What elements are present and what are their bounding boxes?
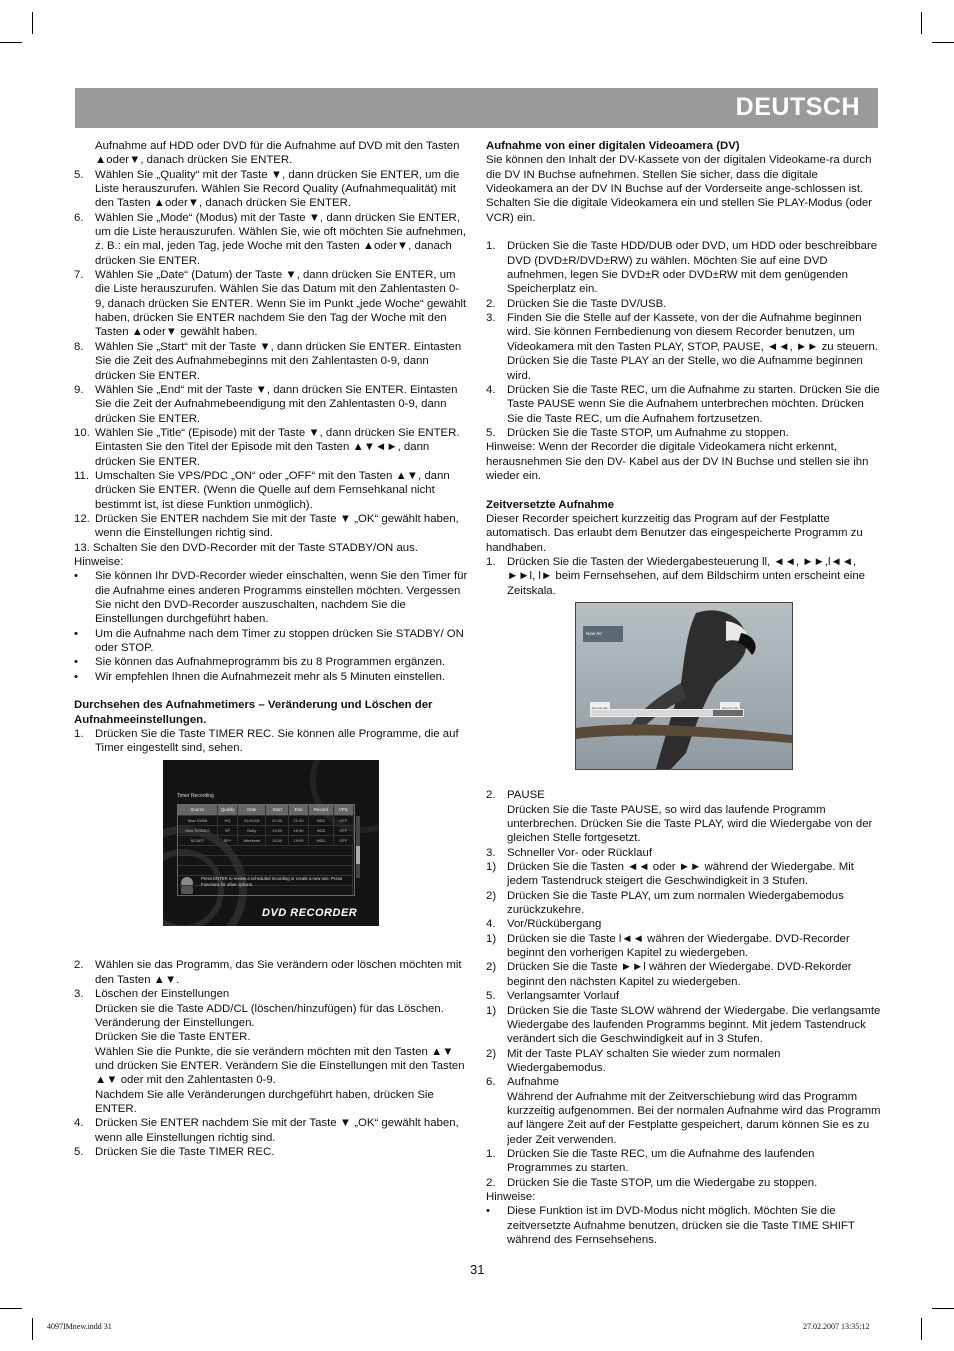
list-item: 1. Drücken Sie die Taste REC, um die Aufnahme des laufenden Programmes zu starten.	[486, 1147, 815, 1175]
list-item: 5. Verlangsamter Vorlauf	[486, 990, 620, 1003]
crop-mark	[932, 42, 954, 43]
section-title-dv: Aufnahme von einer digitalen Videoamera (DV)	[486, 140, 740, 152]
list-item: 6. Wählen Sie „Mode“ (Modus) mit der Taste ▼, dann drücken Sie ENTER, um die Liste herauszurufen. Wählen Sie, wie oft möchten Sie aufnehmen, z. B.: ein mal, jeden Tag, jede Woche mit den Tasten ▲oder▼, danach drücken Sie ENTER.	[74, 211, 467, 267]
list-item: 1) Drücken Sie die Taste SLOW während der Wiedergabe. Die verlangsamte Wiedergabe des laufenden Programms beginnt. Mit jedem Tastendruck verändert sich die Geschwindigkeit auf in 3 Stufen.	[486, 1004, 881, 1046]
note-item: • Diese Funktion ist im DVD-Modus nicht möglich. Möchten Sie die zeitversetzte Aufnahme benutzen, drücken sie die Taste TIME SHIFT während des Fernsehsehens.	[486, 1205, 855, 1246]
timer-recording-screenshot	[163, 760, 379, 926]
left-column	[74, 139, 468, 1159]
section-title-timer-review: Durchsehen des Aufnahmetimers – Veränderung und Löschen der Aufnahmeeinstellungen.	[74, 699, 433, 726]
timeshift-intro: Dieser Recorder speichert kurzzeitig das Program auf der Festplatte automatisch. Das erlaubt dem Benutzer das eingespeicherte Programm zu handhaben.	[486, 512, 863, 554]
dv-intro: Sie können den Inhalt der DV-Kassete von der digitalen Videokame-ra durch die DV IN Buchse aufnehmen. Stellen Sie sicher, dass die digitale Videokamera an der DV IN Buchse auf der Vorderseite ange-schlossen ist. Schalten Sie die digitale Videokamera ein und stellen Sie PLAY-Modus (oder VCR) ein.	[486, 154, 873, 224]
sub-text: Nachdem Sie alle Veränderungen durchgeführt haben, drücken Sie ENTER.	[95, 1088, 434, 1115]
list-item: 2. PAUSE	[486, 789, 545, 802]
list-item: 2. Drücken Sie die Taste STOP, um die Wiedergabe zu stoppen.	[486, 1176, 818, 1189]
timeshift-screenshot	[575, 602, 793, 770]
section-title-timeshift: Zeitversetzte Aufnahme	[486, 498, 615, 511]
list-item: 4. Drücken Sie die Taste REC, um die Aufnahme zu starten. Drücken Sie die Taste PAUSE wenn Sie die Aufnahem unterbrechen möchten. Drücken Sie die Taste REC, um die Aufnahem fortzusetzen.	[486, 383, 880, 425]
list-item: 4. Vor/Rückübergang	[486, 918, 602, 931]
list-item: 6. Aufnahme	[486, 1076, 559, 1089]
timer-screen-message: Press ENTER to review a scheduled recording or create a new one. Press Functions for other options.	[201, 875, 343, 887]
header-title: DEUTSCH	[735, 93, 860, 121]
list-item: 2) Drücken Sie die Taste PLAY, um zum normalen Wiedergabemodus zurückzukehre.	[486, 889, 844, 917]
right-column	[486, 139, 882, 1247]
list-item: 1. Drücken Sie die Taste TIMER REC. Sie können alle Programme, die auf Timer eingestellt sind, sehen.	[74, 728, 459, 755]
timeshift-progress-bar	[590, 709, 744, 717]
list-item: 2) Mit der Taste PLAY schalten Sie wieder zum normalen Wiedergabemodus.	[486, 1047, 781, 1074]
final-notes-label: Hinweise:	[486, 1190, 536, 1203]
progress-fill	[591, 710, 713, 716]
steps-list	[74, 168, 468, 541]
sub-text: Wählen Sie die Punkte, die sie verändern möchten mit den Tasten ▲▼ und drücken Sie ENTER. Verändern Sie die Einstellungen mit den Tasten ▲▼ oder mit den Zahlentasten 0-9.	[95, 1045, 465, 1087]
list-item: 2. Drücken Sie die Taste DV/USB.	[486, 297, 667, 310]
list-item: 12. Drücken Sie ENTER nachdem Sie mit der Taste ▼ „OK“ gewählt haben, wenn die Einstellungen richtig sind.	[74, 512, 459, 540]
footer-date: 27.02.2007 13:35:12	[803, 1322, 870, 1331]
list-item: 1. Drücken Sie die Taste HDD/DUB oder DVD, um HDD oder beschreibbare DVD (DVD±R/DVD±RW) zu wählen. Möchten Sie auf eine DVD aufnehmen, legen Sie DVD±R oder DVD±RW mit dem genügenden Speicherplatz ein.	[486, 240, 878, 296]
list-item: 2. Wählen sie das Programm, das Sie verändern oder löschen möchten mit den Tasten ▲▼.	[74, 959, 462, 986]
table-header-row: Source Quality Date Start End Record VPS	[178, 805, 354, 815]
notes-label: Hinweise:	[74, 555, 124, 568]
list-item: 9. Wählen Sie „End“ mit der Taste ▼, dann drücken Sie ENTER. Eintasten Sie die Zeit der Aufnahmebeendigung mit den Zahlentasten 0-9, dann drücken Sie ENTER.	[74, 383, 458, 425]
dvd-recorder-logo: DVD RECORDER	[262, 906, 358, 919]
note-item: • Wir empfehlen Ihnen die Aufnahmezeit mehr als 5 Minuten einstellen.	[74, 670, 446, 683]
note-item: • Sie können das Aufnahmeprogramm bis zu 8 Programmen ergänzen.	[74, 656, 446, 669]
crop-mark	[932, 1308, 954, 1309]
crop-mark	[921, 12, 922, 34]
list-item: 1) Drücken sie die Taste l◄◄ währen der Wiedergabe. DVD-Recorder beginnt den vorherigen Kapitel zu wiedergeben.	[486, 932, 850, 960]
table-row-empty	[178, 845, 354, 855]
list-item: 7. Wählen Sie „Date“ (Datum) der Taste ▼, dann drücken Sie ENTER, um die Liste herauszurufen. Wählen Sie das Datum mit den Zahlentasten 0-9, danach drücken Sie ENTER. Wenn Sie im Punkt „jede Woche“ gewählt haben, drücken Sie ENTER nachdem Sie den Tag der Woche mit den Tasten ▲oder▼ gewählt haben.	[74, 269, 467, 339]
note-item: • Sie können Ihr DVD-Recorder wieder einschalten, wenn Sie den Timer für die Aufnahme eines anderen Programms einstellen möchten. Vergessen Sie nicht den DVD-Recorder auszuschalten, nachdem Sie die Einstellungen durchgeführt haben.	[74, 570, 468, 626]
list-item: 11. Umschalten Sie VPS/PDC „ON“ oder „OFF“ mit den Tasten ▲▼, dann drücken Sie ENTER. (Wenn die Quelle auf dem Fernsehkanal nicht bestimmt ist, ist diese Funktion unmöglich).	[74, 469, 450, 511]
timer-screen-title: Timer Recording	[177, 792, 214, 799]
table-row: SCART SP+ Weekend 18:00 19:00 HDD OFF	[178, 835, 354, 845]
list-item: 5. Drücken Sie die Taste TIMER REC.	[74, 1145, 275, 1158]
intro-text: Aufnahme auf HDD oder DVD für die Aufnahme auf DVD mit den Tasten ▲oder▼, danach drücken Sie ENTER.	[95, 140, 460, 167]
step-13: 13. Schalten Sie den DVD-Recorder mit der Taste STADBY/ON aus.	[74, 541, 418, 554]
crop-mark	[921, 1318, 922, 1340]
crop-mark	[32, 12, 33, 34]
table-row: Now SVIDEO SP Daily 19:00 19:30 HDD OFF	[178, 825, 354, 835]
note-item: • Um die Aufnahme nach dem Timer zu stoppen drücken Sie STADBY/ ON oder STOP.	[74, 627, 464, 655]
page-number: 31	[470, 1262, 485, 1277]
table-row-empty	[178, 865, 354, 875]
language-header-bar	[75, 88, 878, 128]
list-item: 1. Drücken Sie die Tasten der Wiedergabesteuerung ll, ◄◄, ►►,l◄◄, ►►l, l► beim Fernsehsehen, auf dem Bildschirm unten erscheint eine Zeitskala.	[486, 555, 865, 597]
crop-mark	[0, 1308, 22, 1309]
sub-text: Drücken Sie die Taste ENTER.	[95, 1031, 251, 1044]
list-item: Während der Aufnahme mit der Zeitverschiebung wird das Programm kurzzeitig aufgenommen. Bei der normalen Aufnahme wird das Programm auf längere Zeit auf der Festplatte gespeichert, darum können Sie es zu jeder Zeit verwenden.	[507, 1090, 881, 1146]
list-item: 8. Wählen Sie „Start“ mit der Taste ▼, dann drücken Sie ENTER. Eintasten Sie die Zeit des Aufnahmebeginns mit den Zahlentasten 0-9, dann drücken Sie ENTER.	[74, 340, 462, 382]
list-item: 2) Drücken Sie die Taste ►►l währen der Wiedergabe. DVD-Rekorder beginnt den nächsten Kapitel zu wiedergeben.	[486, 961, 852, 988]
sub-text: Drücken sie die Taste ADD/CL (löschen/hinzufügen) für das Löschen.	[95, 1002, 444, 1015]
list-item: 5. Wählen Sie „Quality“ mit der Taste ▼, dann drücken Sie ENTER, um die Liste herauszurufen. Wählen Sie Record Quality (Aufnahmequalität) mit den Tasten ▲oder▼, danach drücken Sie ENTER.	[74, 168, 460, 210]
list-item: 3. Schneller Vor- oder Rücklauf	[486, 846, 652, 859]
crop-mark	[0, 42, 22, 43]
footer-file: 4097IMnew.indd 31	[47, 1322, 112, 1331]
list-item: 10. Wählen Sie „Title“ (Episode) mit der Taste ▼, dann drücken Sie ENTER. Eintasten Sie den Titel der Episode mit den Tasten ▲▼◄►, dann drücken Sie ENTER.	[74, 426, 460, 468]
list-item: Drücken Sie die Taste PAUSE, so wird das laufende Programm unterbrechen. Drücken Sie die Taste PLAY, wird die Wiedergabe von der gleichen Stelle fortgesetzt.	[507, 803, 873, 845]
table-row: Now DVB8 HQ 01/01/06 20:00 21:00 HDD OFF	[178, 815, 354, 825]
list-item: 3. Finden Sie die Stelle auf der Kassete, von der die Aufnahme beginnen wird. Sie können Fernbedienung von diesem Recorder benutzen, um Videokamera mit den Tasten PLAY, STOP, PAUSE, ◄◄, ►► zu steuern. Drücken Sie die Taste PLAY an der Stelle, wo die Aufnamme beginnen wird.	[486, 312, 878, 382]
dv-note: Hinweise: Wenn der Recorder die digitale Videokamera nicht erkennt, herausnehmen Sie den DV- Kabel aus der DV IN Buchse und stellen sie ihn wieder ein.	[486, 441, 869, 482]
list-item: 5. Drücken Sie die Taste STOP, um Aufnahme zu stoppen.	[486, 426, 789, 439]
channel-label: Now AV	[583, 626, 623, 642]
list-item: 4. Drücken Sie ENTER nachdem Sie mit der Taste ▼ „OK“ gewählt haben, wenn alle Einstellungen richtig sind.	[74, 1117, 459, 1144]
sub-text: Veränderung der Einstellungen.	[95, 1016, 255, 1029]
playback-items-list	[486, 788, 882, 1190]
table-row-empty	[178, 855, 354, 865]
list-item: 3. Löschen der Einstellungen	[74, 988, 230, 1001]
crop-mark	[32, 1318, 33, 1340]
list-item: 1) Drücken Sie die Tasten ◄◄ oder ►► während der Wiedergabe. Mit jedem Tastendruck steigert die Geschwindigkeit in 3 Stufen.	[486, 861, 854, 888]
